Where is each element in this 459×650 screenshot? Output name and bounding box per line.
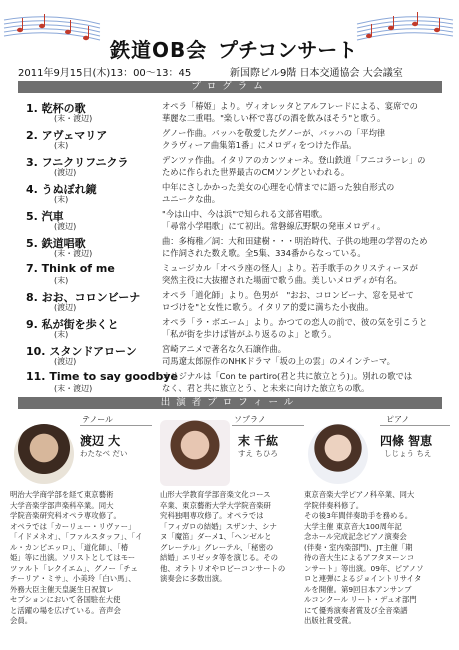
page-title: 鉄道OB会 bbox=[110, 38, 208, 62]
program-description: グノー作曲。バッハを敬愛したグノーが、バッハの「平均律 クラヴィーア曲集第1番」にメロディをつけた作品。 bbox=[162, 128, 386, 150]
program-item bbox=[26, 316, 446, 342]
performer-bio: 東京音楽大学ピアノ科卒業、同大 学院伴奏科修了。 その後3年間伴奏助手を務める。 大学主催 東京音大100周年記 念ホール完成記念ピアノ演奏会 (伴奏・室内楽部門)、JT主催「期 待の音大生によるアフタヌーンコ ンサート」等出演。09年、ピアノソ ロと連弾によるジョイントリサイタ ルを開催。第9回日本アンサンブ ルコンクール リート・デュオ部門 にて優秀演奏者賞及び全音楽譜 出版社賞受賞。 bbox=[304, 490, 424, 625]
music-notes-decoration-left bbox=[2, 10, 102, 52]
program-description: オリジナルは「Con te partiro(君と共に旅立とう)」。別れの歌では なく、君と共に旅立とう、と未来に向けた旅立ちの歌。 bbox=[162, 371, 413, 393]
performer-name: 四條 智恵 bbox=[380, 434, 433, 448]
program-description: 宮崎アニメで著名な久石譲作曲。 司馬遼太郎原作のNHKドラマ「坂の上の雲」のメインテーマ。 bbox=[162, 344, 395, 366]
divider bbox=[80, 425, 152, 426]
page-subtitle: プチコンサート bbox=[218, 38, 358, 62]
program-title: 1. 乾杯の歌 bbox=[26, 102, 86, 115]
program-title: 3. フニクリフニクラ bbox=[26, 156, 129, 169]
program-title: 2. アヴェマリア bbox=[26, 129, 108, 142]
performer-photo bbox=[308, 424, 368, 484]
program-description: オペラ「道化師」より。色男が "おお、コロンビーナ、窓を見せて ロづけを"と女性に歌う。イタリア的愛に満ちた小夜曲。 bbox=[162, 290, 414, 312]
program-item bbox=[26, 100, 446, 126]
program-title: 11. Time to say goodbye bbox=[26, 370, 178, 383]
performer-name: 末 千紘 bbox=[238, 434, 279, 448]
performer-kana: しじょう ちえ bbox=[384, 449, 432, 458]
program-description: 中年にさしかかった美女の心理を心情までに語った独自形式の ユニークな曲。 bbox=[162, 182, 395, 204]
program-title: 7. Think of me bbox=[26, 262, 115, 275]
program-performers: (渡辺) bbox=[54, 303, 77, 312]
performer-role: ピアノ bbox=[386, 415, 410, 424]
program-description: ミュージカル「オペラ座の怪人」より。若手歌手のクリスティーヌが 突然主役に大抜擢された場面で歌う曲。美しいメロディが有名。 bbox=[162, 263, 418, 285]
performer-soprano bbox=[160, 414, 306, 644]
program-description: オペラ「椿姫」より。ヴィオレッタとアルフレードによる、宴席での 華麗な二重唱。"楽しい杯で喜びの酒を飲みほそう"と歌う。 bbox=[162, 101, 418, 123]
divider bbox=[380, 425, 450, 426]
program-description: オペラ「ラ・ボエーム」より。かつての恋人の前で、彼の気を引こうと 「私が街を歩けば皆がふり返るのよ」と歌う。 bbox=[162, 317, 428, 339]
program-description: デンツァ作曲。イタリアのカンツォーネ。登山鉄道「フニコラーレ」の ために作られた世界最古のCMソングといわれる。 bbox=[162, 155, 426, 177]
program-item bbox=[26, 262, 446, 288]
performer-piano bbox=[304, 414, 454, 644]
performer-bio: 明治大学商学部を経て東京藝術 大学音楽学部声楽科卒業。同大 学院音楽研究科オペラ専攻修了。 オペラでは「カーリュー・リヴァー」 「イドメネオ」、「ファルスタッフ」、「イ ル・カンピエッロ」、「道化師」、「椿 姫」等に出演。ソリストとしてはモー ツァルト「レクイエム」、グノー「チェ チーリア・ミサ」、小美玲「白い馬」、 外務大臣主催天皇誕生日祝賀レ セプションにおいて各国駐在大使 と活躍の場を広げている。音声会 会員。 bbox=[10, 490, 143, 625]
performer-kana: すえ ちひろ bbox=[238, 449, 278, 458]
program-item bbox=[26, 289, 446, 315]
program-item bbox=[26, 370, 446, 396]
event-date: 2011年9月15日(木)13：00～13：45 bbox=[18, 68, 192, 79]
program-description: 曲：多梅稚／詞：大和田建樹・・・明治時代、子供の地理の学習のため に作詞された数え歌。全5集、334番からなっている。 bbox=[162, 236, 428, 258]
program-performers: (渡辺) bbox=[54, 357, 77, 366]
program-banner: プログラム bbox=[18, 81, 442, 93]
program-performers: (末) bbox=[54, 195, 69, 204]
program-performers: (渡辺) bbox=[54, 222, 77, 231]
program-title: 5. 汽車 bbox=[26, 210, 64, 223]
program-title: 8. おお、コロンビーナ bbox=[26, 291, 141, 304]
event-venue: 新国際ビル9階 日本交通協会 大会議室 bbox=[230, 68, 403, 79]
program-title: 10. スタンドアローン bbox=[26, 345, 137, 358]
program-performers: (渡辺) bbox=[54, 168, 77, 177]
program-title: 4. うぬぼれ鏡 bbox=[26, 183, 97, 196]
performer-tenor bbox=[10, 414, 156, 644]
program-item bbox=[26, 154, 446, 180]
program-performers: (末) bbox=[54, 330, 69, 339]
program-performers: (末・渡辺) bbox=[54, 384, 93, 393]
performer-photo bbox=[14, 424, 74, 484]
performer-bio: 山形大学教育学部音楽文化コース 卒業、東京藝術大学大学院音楽研 究科独唱専攻修了。オペラでは 「フィガロの結婚」スザンナ、シナ ヌ「魔笛」ダーメ1、「ヘンゼルと グレーテル」グレーテル、「秘密の 結婚」エリゼッタ等を演じる。その 他、オラトリオやロビーコンサートの 演奏会に多数出演。 bbox=[160, 490, 286, 583]
program-item bbox=[26, 127, 446, 153]
divider bbox=[232, 425, 304, 426]
performer-role: ソプラノ bbox=[234, 415, 266, 424]
music-notes-decoration-right bbox=[355, 10, 455, 52]
program-performers: (末・渡辺) bbox=[54, 249, 93, 258]
page-header bbox=[0, 0, 459, 90]
program-performers: (末) bbox=[54, 141, 69, 150]
program-item bbox=[26, 235, 446, 261]
profile-banner: 出演者プロフィール bbox=[18, 397, 442, 409]
program-description: "今は山中、今は浜"で知られる文部省唱歌。 「尋常小学唱歌」にて初出。常磐線広野駅の発車メロディ。 bbox=[162, 209, 386, 231]
program-performers: (末・渡辺) bbox=[54, 114, 93, 123]
performer-name: 渡辺 大 bbox=[80, 434, 121, 448]
program-performers: (末) bbox=[54, 276, 69, 285]
performer-kana: わたなべ だい bbox=[80, 449, 128, 458]
program-item bbox=[26, 181, 446, 207]
performer-photo bbox=[160, 420, 230, 486]
program-item bbox=[26, 208, 446, 234]
program-title: 5. 鉄道唱歌 bbox=[26, 237, 86, 250]
performer-role: テノール bbox=[82, 415, 114, 424]
program-item bbox=[26, 343, 446, 369]
program-title: 9. 私が街を歩くと bbox=[26, 318, 119, 331]
